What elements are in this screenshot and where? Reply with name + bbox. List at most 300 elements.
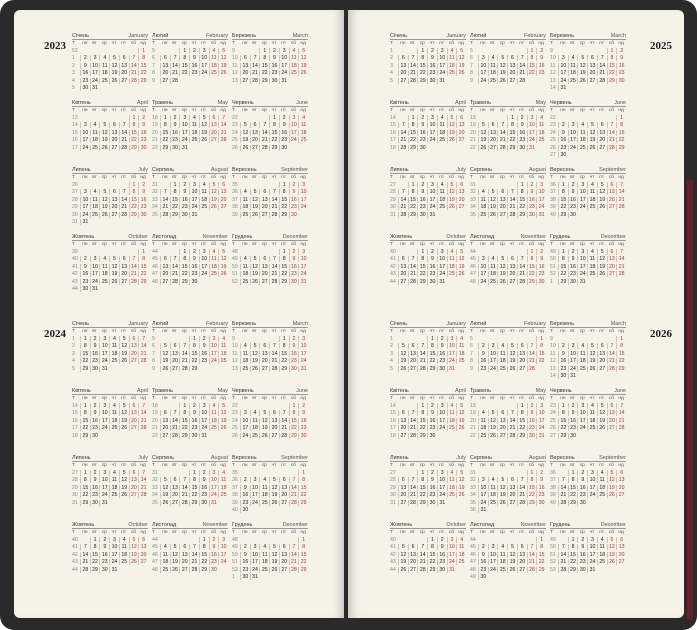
day-cell: 19 <box>160 358 170 364</box>
weekday-header-row <box>550 529 626 536</box>
week-number: 9 <box>470 77 473 84</box>
day-cell: 21 <box>597 70 607 76</box>
month-name-ua: Серпень <box>470 455 493 461</box>
weekday-header-row <box>550 462 626 469</box>
day-cell: 20 <box>408 358 418 364</box>
weekday-label: ср <box>499 108 505 114</box>
day-cell: 4 <box>259 544 269 550</box>
week-row <box>72 218 148 225</box>
month-june <box>232 387 308 454</box>
day-cell: 6 <box>587 55 597 61</box>
day-cell: 31 <box>279 78 289 84</box>
day-cell: 24 <box>536 204 546 210</box>
day-cell: 18 <box>587 197 597 203</box>
week-row <box>232 417 308 424</box>
month-header <box>72 233 148 241</box>
week-number: 11 <box>232 62 238 69</box>
week-row <box>390 492 466 499</box>
week-row <box>550 402 626 409</box>
day-cell: 27 <box>218 204 228 210</box>
week-number: 33 <box>152 484 158 491</box>
week-number: 21 <box>470 137 476 144</box>
day-cell: 5 <box>497 256 507 262</box>
day-cell: 15 <box>616 351 626 357</box>
day-cell: 13 <box>607 189 617 195</box>
day-cell: 27 <box>616 559 626 565</box>
month-name-ua: Квітень <box>390 388 409 394</box>
day-cell: 17 <box>478 271 488 277</box>
day-cell: 27 <box>398 500 408 506</box>
week-number: 5 <box>390 365 393 372</box>
day-cell: 5 <box>99 122 109 128</box>
day-cell: 13 <box>279 485 289 491</box>
weekday-label: вт <box>410 108 415 114</box>
day-cell: 11 <box>488 485 498 491</box>
day-cell: 7 <box>408 55 418 61</box>
day-cell: 9 <box>536 256 546 262</box>
week-number: 36 <box>550 182 556 189</box>
day-cell: 27 <box>408 567 418 573</box>
day-cell: 2 <box>417 115 427 121</box>
week-number: 51 <box>232 559 238 566</box>
weekday-label: пт <box>599 41 605 47</box>
month-name-ua: Травень <box>470 388 491 394</box>
day-cell: 25 <box>240 212 250 218</box>
day-cell: 3 <box>587 537 597 543</box>
day-cell: 6 <box>607 249 617 255</box>
month-november <box>152 233 228 300</box>
day-cell: 7 <box>408 256 418 262</box>
weekday-label: сб <box>528 463 534 469</box>
day-cell: 6 <box>259 343 269 349</box>
weekday-header-row <box>152 529 228 536</box>
day-cell: 25 <box>209 425 219 431</box>
day-cell: 22 <box>417 271 427 277</box>
weekday-label: пт <box>439 108 445 114</box>
week-row <box>232 410 308 417</box>
day-cell: 8 <box>80 477 90 483</box>
month-july <box>390 166 466 233</box>
day-cell: 28 <box>129 279 139 285</box>
day-cell: 27 <box>170 500 180 506</box>
weekday-label: Т <box>152 175 155 181</box>
day-cell: 22 <box>536 358 546 364</box>
week-row <box>232 350 308 357</box>
day-cell: 31 <box>250 574 260 580</box>
day-cell: 8 <box>517 410 527 416</box>
day-cell: 24 <box>109 559 119 565</box>
day-cell: 30 <box>90 500 100 506</box>
weekday-label: Т <box>152 108 155 114</box>
weekday-label: Т <box>550 242 553 248</box>
month-header <box>232 320 308 328</box>
week-row <box>232 432 308 439</box>
week-row <box>390 263 466 270</box>
day-cell: 6 <box>160 256 170 262</box>
day-cell: 26 <box>269 500 279 506</box>
day-cell: 5 <box>607 537 617 543</box>
day-cell: 19 <box>170 559 180 565</box>
day-cell: 7 <box>558 477 568 483</box>
day-cell: 17 <box>109 552 119 558</box>
day-cell: 27 <box>129 358 139 364</box>
day-cell: 9 <box>90 343 100 349</box>
day-cell: 2 <box>90 336 100 342</box>
week-number: 3 <box>390 62 393 69</box>
day-cell: 26 <box>109 279 119 285</box>
day-cell: 10 <box>568 351 578 357</box>
weekday-label: Т <box>232 463 235 469</box>
day-cell: 31 <box>109 567 119 573</box>
day-cell: 7 <box>189 544 199 550</box>
day-cell: 19 <box>587 358 597 364</box>
day-cell: 7 <box>138 470 148 476</box>
week-row <box>152 114 228 121</box>
month-name-ua: Лютий <box>152 321 169 327</box>
day-cell: 6 <box>250 122 260 128</box>
day-cell: 9 <box>427 256 437 262</box>
day-cell: 4 <box>437 115 447 121</box>
weekday-header-row <box>72 174 148 181</box>
weekday-label: пт <box>519 463 525 469</box>
weekday-label: пн <box>242 396 248 402</box>
month-june <box>232 99 308 166</box>
day-cell: 1 <box>408 115 418 121</box>
day-cell: 6 <box>170 477 180 483</box>
week-row <box>72 410 148 417</box>
day-cell: 25 <box>447 271 457 277</box>
day-cell: 16 <box>90 485 100 491</box>
day-cell: 30 <box>437 366 447 372</box>
day-cell: 6 <box>517 544 527 550</box>
week-row <box>470 144 546 151</box>
weekday-label: ср <box>181 108 187 114</box>
week-number: 20 <box>470 417 476 424</box>
week-row <box>470 70 546 77</box>
month-name-ua: Травень <box>470 100 491 106</box>
month-october <box>390 233 466 300</box>
day-cell: 19 <box>497 271 507 277</box>
week-row <box>152 425 228 432</box>
day-cell: 24 <box>250 567 260 573</box>
day-cell: 14 <box>218 122 228 128</box>
day-cell: 21 <box>558 492 568 498</box>
weekday-label: вт <box>570 329 575 335</box>
day-cell: 29 <box>170 212 180 218</box>
day-cell: 3 <box>568 122 578 128</box>
weekday-header-row <box>152 174 228 181</box>
day-cell: 13 <box>597 351 607 357</box>
day-cell: 28 <box>517 279 527 285</box>
day-cell: 17 <box>209 351 219 357</box>
weekday-label: пн <box>82 396 88 402</box>
day-cell: 21 <box>119 204 129 210</box>
day-cell: 26 <box>218 70 228 76</box>
day-cell: 10 <box>80 197 90 203</box>
week-row <box>72 70 148 77</box>
week-row <box>470 47 546 54</box>
weekday-label: пн <box>82 463 88 469</box>
day-cell: 18 <box>298 130 308 136</box>
weekday-header-row <box>550 107 626 114</box>
day-cell: 27 <box>109 145 119 151</box>
day-cell: 20 <box>398 271 408 277</box>
week-row <box>232 114 308 121</box>
month-name-ua: Вересень <box>232 167 257 173</box>
month-august <box>470 454 546 521</box>
week-row <box>470 432 546 439</box>
weekday-label: сб <box>210 108 216 114</box>
day-cell: 18 <box>99 271 109 277</box>
weekday-label: сб <box>608 108 614 114</box>
day-cell: 3 <box>437 470 447 476</box>
week-row <box>232 492 308 499</box>
day-cell: 23 <box>90 358 100 364</box>
weekday-label: пн <box>480 329 486 335</box>
day-cell: 12 <box>597 256 607 262</box>
day-cell: 9 <box>189 55 199 61</box>
week-row <box>232 425 308 432</box>
week-number: 49 <box>232 544 238 551</box>
weekday-label: нд <box>300 329 306 335</box>
day-cell: 14 <box>558 485 568 491</box>
weekday-label: вт <box>570 242 575 248</box>
day-cell: 8 <box>90 544 100 550</box>
weekday-header-row <box>390 174 466 181</box>
weekday-label: чт <box>271 329 277 335</box>
month-january <box>72 32 148 99</box>
day-cell: 3 <box>447 336 457 342</box>
day-cell: 8 <box>279 189 289 195</box>
weekday-label: ср <box>261 463 267 469</box>
day-cell: 12 <box>478 130 488 136</box>
week-row <box>470 211 546 218</box>
weekday-label: Т <box>470 530 473 536</box>
weekday-label: сб <box>608 530 614 536</box>
day-cell: 2 <box>427 249 437 255</box>
week-number: 32 <box>470 477 476 484</box>
day-cell: 10 <box>478 485 488 491</box>
day-cell: 23 <box>289 358 299 364</box>
week-row <box>550 566 626 573</box>
week-row <box>390 536 466 543</box>
month-header <box>390 320 466 328</box>
day-cell: 13 <box>119 63 129 69</box>
day-cell: 1 <box>527 48 537 54</box>
weekday-label: нд <box>538 530 544 536</box>
day-cell: 30 <box>80 286 90 292</box>
day-cell: 29 <box>616 366 626 372</box>
day-cell: 20 <box>170 358 180 364</box>
month-name-en: May <box>535 388 546 394</box>
weekday-label: пн <box>82 41 88 47</box>
weekday-label: пт <box>599 530 605 536</box>
weekday-label: пн <box>480 242 486 248</box>
week-row <box>72 47 148 54</box>
day-cell: 30 <box>536 500 546 506</box>
day-cell: 30 <box>568 433 578 439</box>
day-cell: 14 <box>527 351 537 357</box>
day-cell: 13 <box>587 63 597 69</box>
month-name-en: October <box>446 522 466 528</box>
day-cell: 13 <box>240 63 250 69</box>
day-cell: 12 <box>456 477 466 483</box>
week-number: 28 <box>390 477 396 484</box>
day-cell: 17 <box>437 485 447 491</box>
day-cell: 6 <box>597 343 607 349</box>
weekday-label: пн <box>480 41 486 47</box>
week-number: 32 <box>152 189 158 196</box>
day-cell: 30 <box>427 500 437 506</box>
week-row <box>550 77 626 84</box>
weekday-label: пн <box>162 329 168 335</box>
month-name-ua: Серпень <box>152 167 175 173</box>
day-cell: 8 <box>129 122 139 128</box>
day-cell: 10 <box>298 189 308 195</box>
weekday-label: вт <box>172 396 177 402</box>
day-cell: 16 <box>417 197 427 203</box>
day-cell: 6 <box>279 544 289 550</box>
day-cell: 9 <box>558 351 568 357</box>
day-cell: 22 <box>427 559 437 565</box>
week-row <box>390 77 466 84</box>
day-cell: 29 <box>417 78 427 84</box>
week-row <box>470 358 546 365</box>
day-cell: 21 <box>607 358 617 364</box>
weekday-label: чт <box>271 41 277 47</box>
day-cell: 4 <box>259 477 269 483</box>
day-cell: 13 <box>507 264 517 270</box>
right-page <box>348 10 684 618</box>
weekday-header-row <box>390 395 466 402</box>
day-cell: 20 <box>616 485 626 491</box>
day-cell: 14 <box>616 189 626 195</box>
day-cell: 16 <box>558 137 568 143</box>
weekday-label: чт <box>589 463 595 469</box>
day-cell: 23 <box>427 425 437 431</box>
weekday-header-row <box>232 174 308 181</box>
day-cell: 22 <box>558 271 568 277</box>
day-cell: 21 <box>507 425 517 431</box>
day-cell: 17 <box>199 63 209 69</box>
month-header <box>550 387 626 395</box>
day-cell: 30 <box>179 212 189 218</box>
day-cell: 19 <box>160 492 170 498</box>
day-cell: 18 <box>119 552 129 558</box>
day-cell: 7 <box>80 544 90 550</box>
day-cell: 19 <box>478 137 488 143</box>
day-cell: 29 <box>427 567 437 573</box>
day-cell: 22 <box>568 559 578 565</box>
week-row <box>152 343 228 350</box>
day-cell: 9 <box>577 544 587 550</box>
week-number: 40 <box>550 211 556 218</box>
weekday-label: вт <box>172 41 177 47</box>
day-cell: 2 <box>138 182 148 188</box>
week-number: 1 <box>72 55 75 62</box>
day-cell: 24 <box>577 425 587 431</box>
day-cell: 20 <box>218 197 228 203</box>
day-cell: 31 <box>568 373 578 379</box>
day-cell: 5 <box>218 249 228 255</box>
day-cell: 8 <box>129 189 139 195</box>
day-cell: 7 <box>607 122 617 128</box>
month-header <box>232 32 308 40</box>
week-row <box>550 256 626 263</box>
week-number: 14 <box>390 403 396 410</box>
weekday-header-row <box>550 40 626 47</box>
day-cell: 15 <box>179 418 189 424</box>
day-cell: 10 <box>179 122 189 128</box>
day-cell: 10 <box>577 256 587 262</box>
day-cell: 15 <box>527 264 537 270</box>
day-cell: 8 <box>179 55 189 61</box>
weekday-header-row <box>232 107 308 114</box>
day-cell: 15 <box>129 197 139 203</box>
day-cell: 30 <box>527 212 537 218</box>
week-row <box>550 263 626 270</box>
day-cell: 27 <box>279 567 289 573</box>
weekday-label: сб <box>290 242 296 248</box>
day-cell: 1 <box>527 249 537 255</box>
day-cell: 12 <box>250 351 260 357</box>
month-header <box>72 387 148 395</box>
weekday-label: Т <box>152 463 155 469</box>
day-cell: 16 <box>90 351 100 357</box>
weekday-label: чт <box>429 175 435 181</box>
day-cell: 22 <box>189 358 199 364</box>
day-cell: 12 <box>497 485 507 491</box>
day-cell: 7 <box>527 343 537 349</box>
month-name-en: May <box>217 100 228 106</box>
day-cell: 28 <box>269 366 279 372</box>
day-cell: 26 <box>607 559 617 565</box>
day-cell: 20 <box>160 271 170 277</box>
day-cell: 2 <box>170 115 180 121</box>
day-cell: 24 <box>488 366 498 372</box>
week-number: 19 <box>152 410 158 417</box>
month-header <box>390 166 466 174</box>
day-cell: 17 <box>240 425 250 431</box>
day-cell: 12 <box>269 552 279 558</box>
week-row <box>72 559 148 566</box>
day-cell: 18 <box>587 264 597 270</box>
week-number: 17 <box>72 144 78 151</box>
day-cell: 24 <box>427 204 437 210</box>
day-cell: 27 <box>250 145 260 151</box>
day-cell: 26 <box>497 279 507 285</box>
week-row <box>550 350 626 357</box>
day-cell: 18 <box>456 552 466 558</box>
day-cell: 25 <box>259 567 269 573</box>
day-cell: 13 <box>170 485 180 491</box>
week-row <box>390 499 466 506</box>
day-cell: 1 <box>558 403 568 409</box>
day-cell: 9 <box>427 55 437 61</box>
week-number: 51 <box>550 551 556 558</box>
week-row <box>72 365 148 372</box>
month-name-ua: Жовтень <box>390 234 413 240</box>
day-cell: 6 <box>456 182 466 188</box>
week-number: 49 <box>550 249 556 256</box>
weekday-label: пт <box>439 41 445 47</box>
day-cell: 11 <box>250 418 260 424</box>
day-cell: 2 <box>427 403 437 409</box>
week-row <box>232 365 308 372</box>
day-cell: 1 <box>517 182 527 188</box>
day-cell: 17 <box>478 70 488 76</box>
week-number: 32 <box>470 189 476 196</box>
